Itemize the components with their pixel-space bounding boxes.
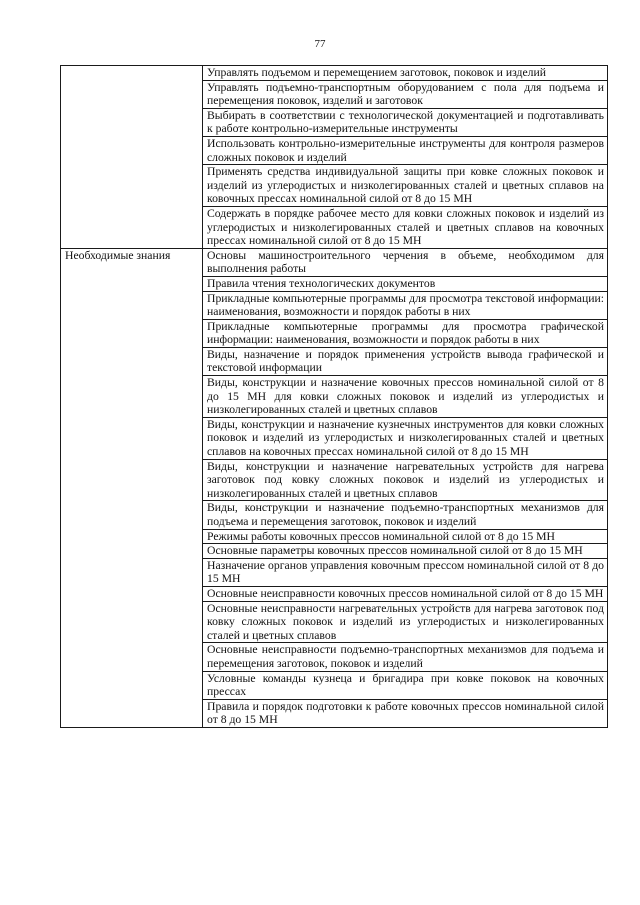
skills-label-cell (61, 66, 203, 249)
knowledge-item: Правила и порядок подготовки к работе ковочных прессов номинальной силой от 8 до 15 МН (203, 699, 608, 727)
knowledge-item: Прикладные компьютерные программы для просмотра текстовой информации: наименования, возможности и порядок работы в них (203, 291, 608, 319)
skill-item: Использовать контрольно-измерительные инструменты для контроля размеров сложных поковок и изделий (203, 136, 608, 164)
page-number: 77 (314, 38, 326, 50)
knowledge-item: Правила чтения технологических документов (203, 276, 608, 291)
skill-item: Управлять подъемом и перемещением заготовок, поковок и изделий (203, 66, 608, 81)
knowledge-item: Виды, конструкции и назначение нагревательных устройств для нагрева заготовок под ковку сложных поковок и изделий из углеродистых и низколегированных сталей и цветных сплавов (203, 459, 608, 501)
requirements-table (60, 65, 608, 728)
requirements-table-body (61, 66, 608, 728)
knowledge-item: Основные неисправности нагревательных устройств для нагрева заготовок под ковку сложных поковок и изделий из углеродистых и низколегированных сталей и цветных сплавов (203, 601, 608, 643)
skill-item: Выбирать в соответствии с технологической документацией и подготавливать к работе контрольно-измерительные инструменты (203, 108, 608, 136)
table-row (61, 66, 608, 81)
knowledge-item: Режимы работы ковочных прессов номинальной силой от 8 до 15 МН (203, 529, 608, 544)
knowledge-item: Основные неисправности ковочных прессов номинальной силой от 8 до 15 МН (203, 586, 608, 601)
knowledge-item: Виды, назначение и порядок применения устройств вывода графической и текстовой информации (203, 347, 608, 375)
knowledge-item: Основные неисправности подъемно-транспортных механизмов для подъема и перемещения заготовок, поковок и изделий (203, 643, 608, 671)
skill-item: Содержать в порядке рабочее место для ковки сложных поковок и изделий из углеродистых и низколегированных сталей и цветных сплавов на ковочных прессах номинальной силой от 8 до 15 МН (203, 206, 608, 248)
knowledge-item: Виды, конструкции и назначение кузнечных инструментов для ковки сложных поковок и изделий из углеродистых и низколегированных сталей и цветных сплавов на ковочных прессах номинальной силой от 8 до 15 МН (203, 417, 608, 459)
knowledge-item: Виды, конструкции и назначение ковочных прессов номинальной силой от 8 до 15 МН для ковки сложных поковок и изделий из углеродистых и низколегированных сталей и цветных сплавов (203, 376, 608, 418)
skill-item: Управлять подъемно-транспортным оборудованием с пола для подъема и перемещения поковок, изделий и заготовок (203, 80, 608, 108)
knowledge-item: Виды, конструкции и назначение подъемно-транспортных механизмов для подъема и перемещения заготовок, поковок и изделий (203, 501, 608, 529)
skill-item: Применять средства индивидуальной защиты при ковке сложных поковок и изделий из углеродистых и низколегированных сталей и цветных сплавов на ковочных прессах номинальной силой от 8 до 15 МН (203, 165, 608, 207)
knowledge-item: Назначение органов управления ковочным прессом номинальной силой от 8 до 15 МН (203, 558, 608, 586)
knowledge-label-cell: Необходимые знания (61, 248, 203, 727)
knowledge-item: Условные команды кузнеца и бригадира при ковке поковок на ковочных прессах (203, 671, 608, 699)
table-row (61, 248, 608, 276)
knowledge-item: Основные параметры ковочных прессов номинальной силой от 8 до 15 МН (203, 544, 608, 559)
knowledge-item: Прикладные компьютерные программы для просмотра графической информации: наименования, возможности и порядок работы в них (203, 319, 608, 347)
knowledge-item: Основы машиностроительного черчения в объеме, необходимом для выполнения работы (203, 248, 608, 276)
